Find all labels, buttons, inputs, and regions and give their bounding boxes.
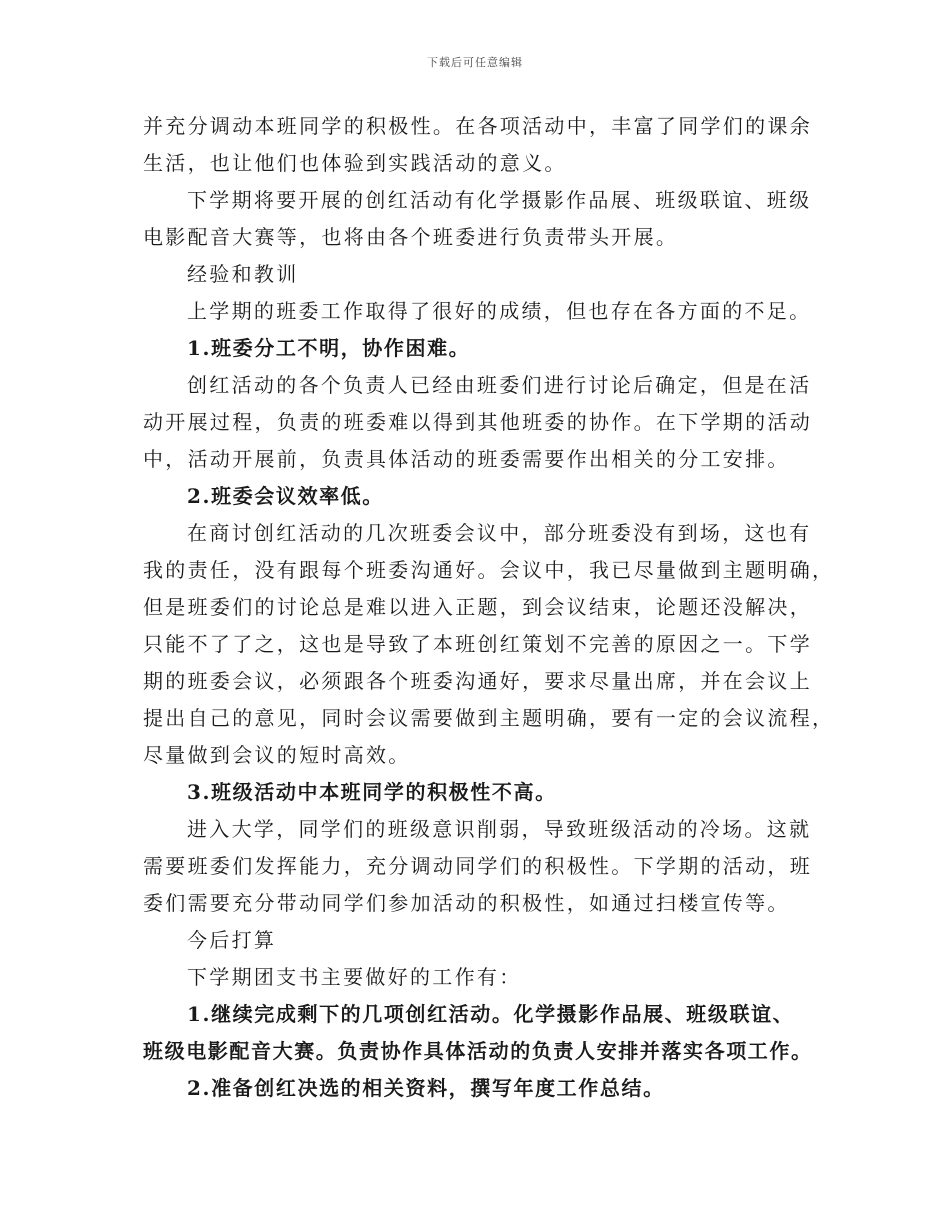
text-line: 需要班委们发挥能力，充分调动同学们的积极性。下学期的活动，班 [143,854,812,878]
document-body [143,108,833,1107]
text-line: 委们需要充分带动同学们参加活动的积极性，如通过扫楼宣传等。 [143,891,790,915]
numbered-heading: 2.班委会议效率低。 [187,484,384,508]
text-line: 下学期将要开展的创红活动有化学摄影作品展、班级联谊、班级 [187,188,812,212]
numbered-heading: 3.班级活动中本班同学的积极性不高。 [187,780,557,804]
text-line: 动开展过程，负责的班委难以得到其他班委的协作。在下学期的活动 [143,410,812,434]
page-header: 下载后可任意编辑 [427,56,523,69]
text-line: 尽量做到会议的短时高效。 [143,743,411,767]
text-line: 生活，也让他们也体验到实践活动的意义。 [143,151,567,175]
section-heading: 经验和教训 [187,262,299,286]
text-line: 但是班委们的讨论总是难以进入正题，到会议结束，论题还没解决， [143,595,812,619]
numbered-item: 1.继续完成剩下的几项创红活动。化学摄影作品展、班级联谊、 [187,1002,795,1026]
text-line: 提出自己的意见，同时会议需要做到主题明确，要有一定的会议流程， [143,706,835,730]
section-heading: 今后打算 [187,928,277,952]
text-line: 下学期团支书主要做好的工作有： [187,965,522,989]
text-line: 上学期的班委工作取得了很好的成绩，但也存在各方面的不足。 [187,299,812,323]
text-line: 并充分调动本班同学的积极性。在各项活动中，丰富了同学们的课余 [143,114,812,138]
text-line: 创红活动的各个负责人已经由班委们进行讨论后确定，但是在活 [187,373,812,397]
numbered-item-continued: 班级电影配音大赛。负责协作具体活动的负责人安排并落实各项工作。 [143,1039,813,1063]
numbered-heading: 1.班委分工不明，协作困难。 [187,336,471,360]
text-line: 电影配音大赛等，也将由各个班委进行负责带头开展。 [143,225,679,249]
text-line: 中，活动开展前，负责具体活动的班委需要作出相关的分工安排。 [143,447,790,471]
text-line: 我的责任，没有跟每个班委沟通好。会议中，我已尽量做到主题明确， [143,558,835,582]
numbered-item: 2.准备创红决选的相关资料，撰写年度工作总结。 [187,1076,665,1100]
text-line: 进入大学，同学们的班级意识削弱，导致班级活动的冷场。这就 [187,817,812,841]
text-line: 期的班委会议，必须跟各个班委沟通好，要求尽量出席，并在会议上 [143,669,812,693]
text-line: 只能不了了之，这也是导致了本班创红策划不完善的原因之一。下学 [143,632,812,656]
text-line: 在商讨创红活动的几次班委会议中，部分班委没有到场，这也有 [187,521,812,545]
